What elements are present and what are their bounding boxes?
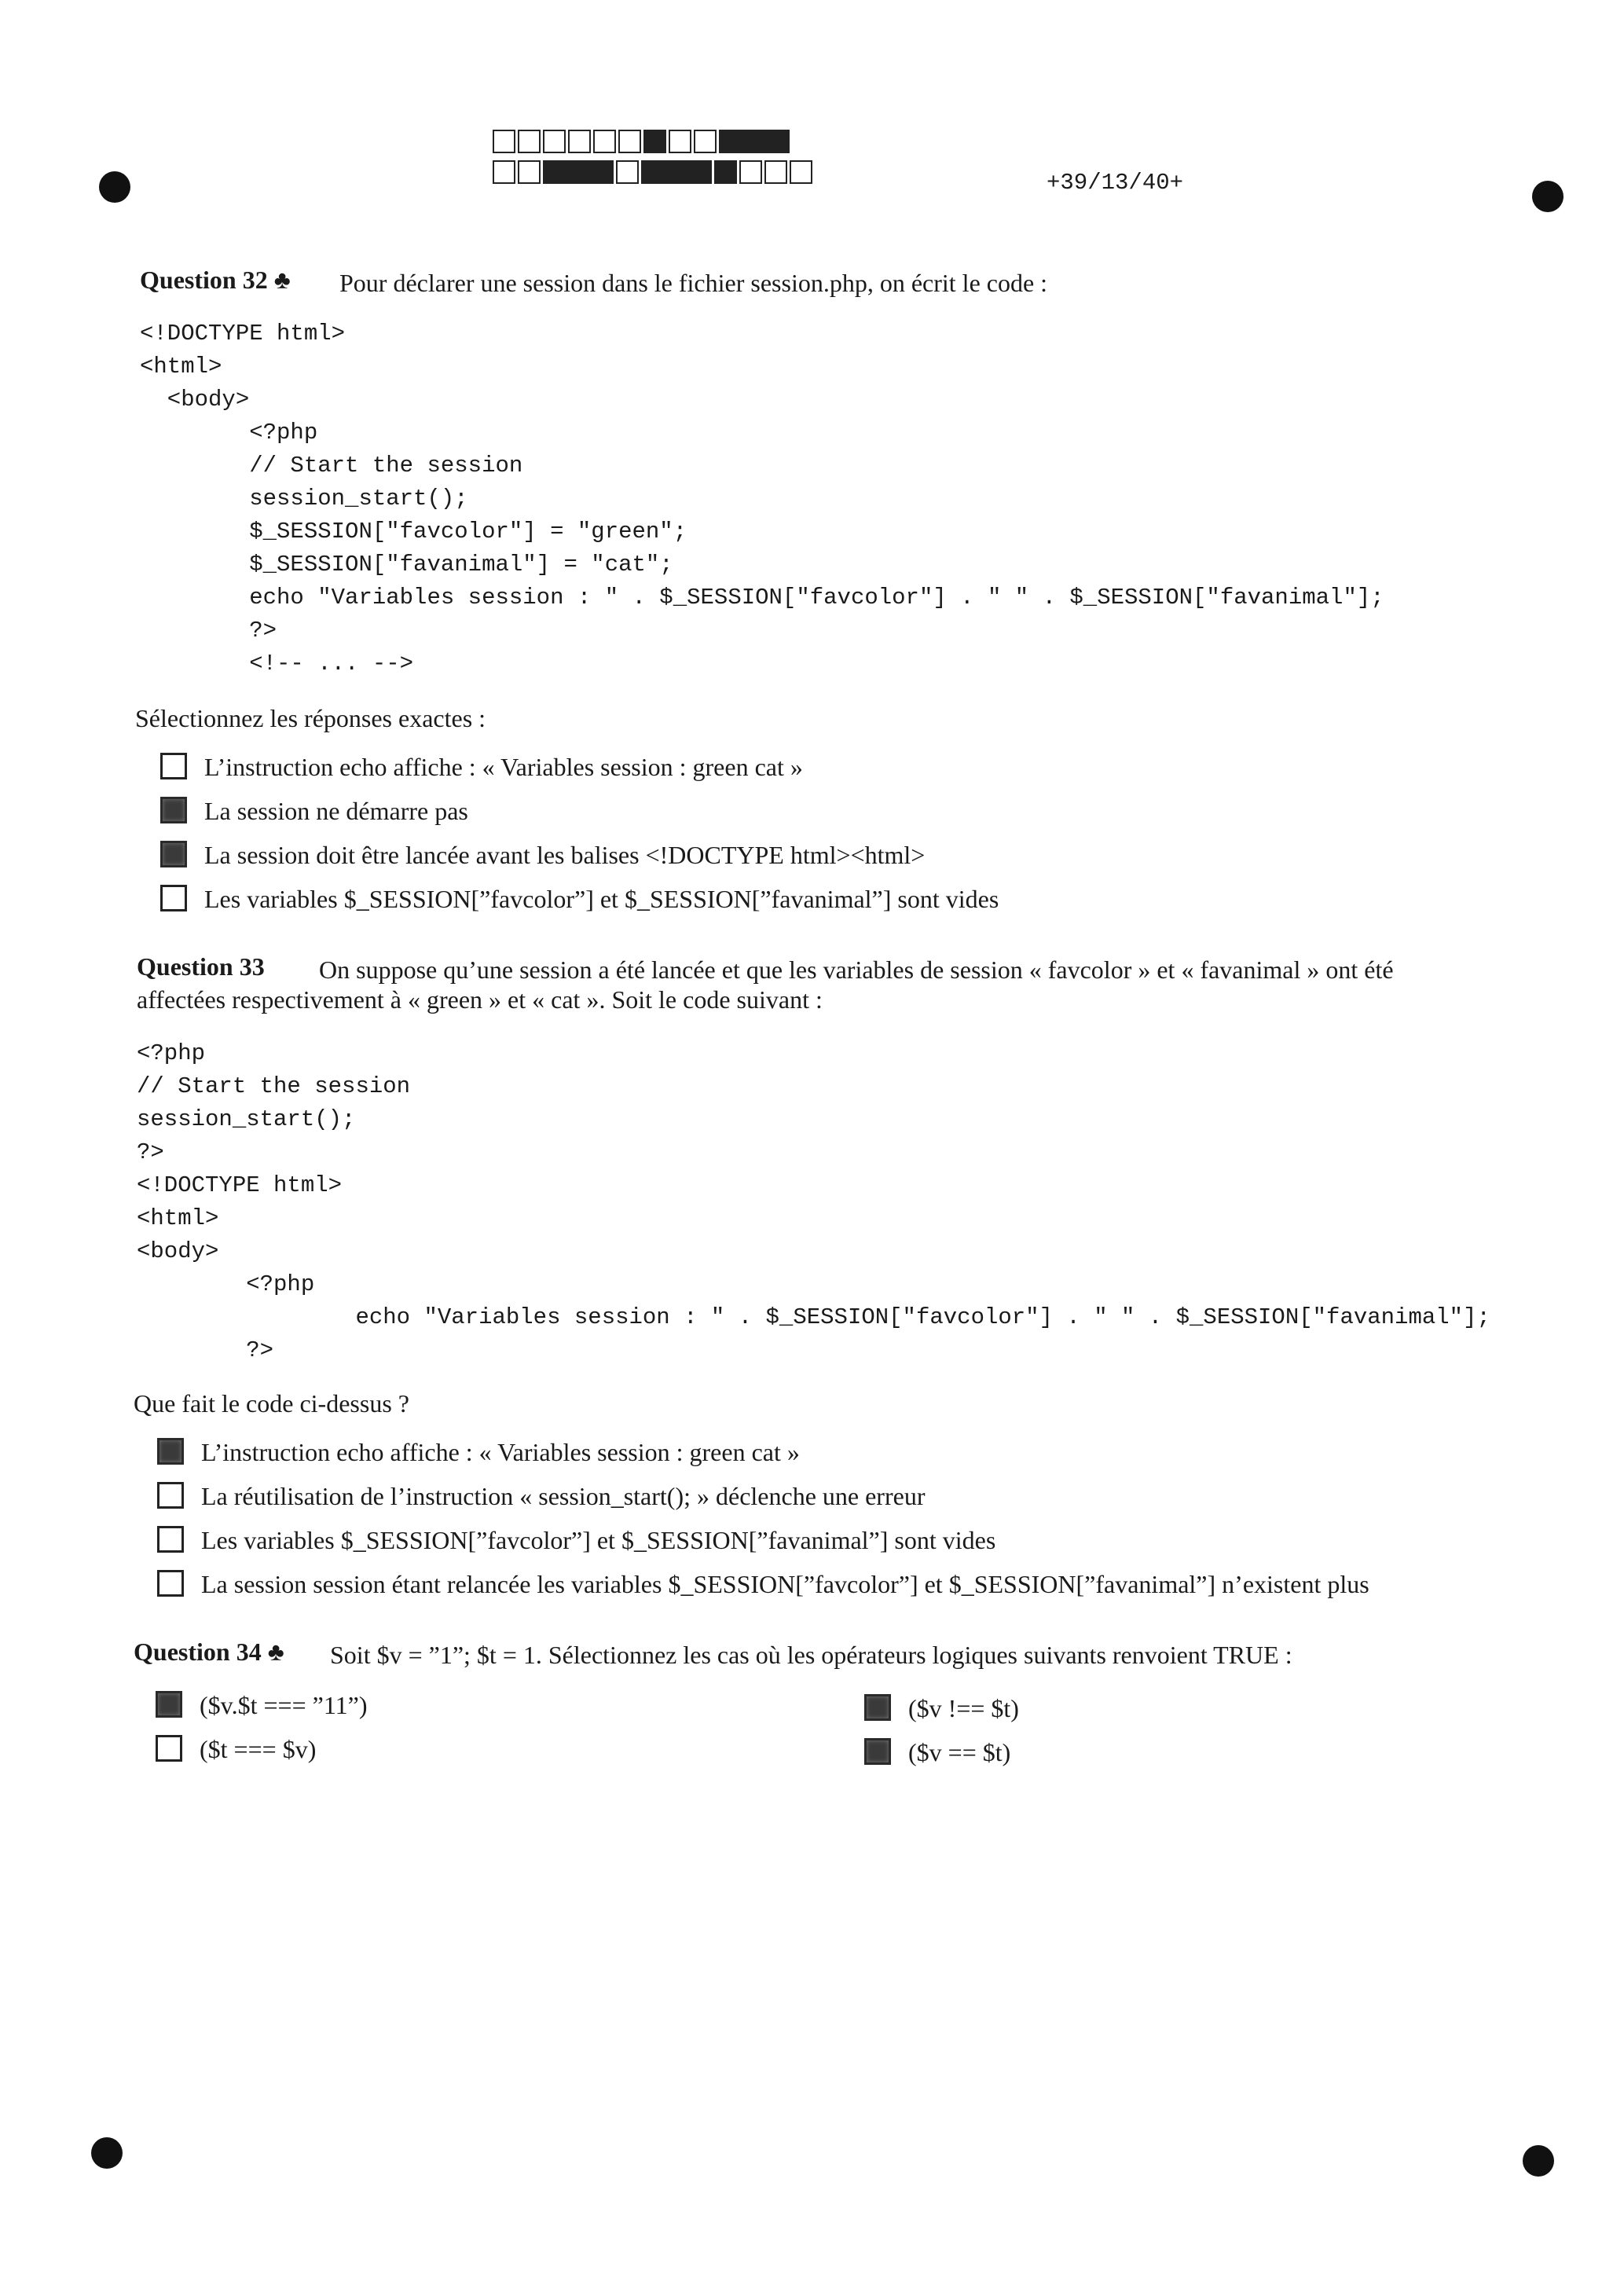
q34-option-2-label: ($t === $v) <box>200 1735 317 1763</box>
page-code: +39/13/40+ <box>1047 170 1184 196</box>
question-34-title: Question 34 ♣ <box>134 1638 284 1666</box>
q34-option-3-label: ($v !== $t) <box>908 1694 1019 1722</box>
q34-option-3-checkbox[interactable] <box>864 1694 891 1721</box>
question-34-prompt: Soit $v = ”1”; $t = 1. Sélectionnez les cas où les opérateurs logiques suivants renvoient TRUE : <box>330 1641 1292 1669</box>
code-line: ?> <box>137 1139 164 1165</box>
q32-option-1-checkbox[interactable] <box>160 753 187 779</box>
q33-option-2-checkbox[interactable] <box>157 1482 184 1509</box>
question-33-prompt-line-2: affectées respectivement à « green » et « cat ». Soit le code suivant : <box>137 985 823 1014</box>
q33-option-3-checkbox[interactable] <box>157 1526 184 1553</box>
code-line: ?> <box>140 618 277 644</box>
code-line: <html> <box>137 1205 219 1231</box>
q33-option-1-label: L’instruction echo affiche : « Variables session : green cat » <box>201 1438 800 1466</box>
question-33-title: Question 33 <box>137 952 265 981</box>
page-barcode-bottom <box>493 160 815 184</box>
q34-option-2-checkbox[interactable] <box>156 1735 182 1762</box>
code-line: <!DOCTYPE html> <box>140 321 346 347</box>
q33-option-4-checkbox[interactable] <box>157 1570 184 1597</box>
q32-option-4-label: Les variables $_SESSION[”favcolor”] et $_SESSION[”favanimal”] sont vides <box>204 885 999 913</box>
q32-option-2-checkbox[interactable] <box>160 797 187 823</box>
code-line: <!-- ... --> <box>140 651 414 677</box>
registration-mark-bottom-right <box>1523 2145 1554 2177</box>
registration-mark-top-right <box>1532 181 1564 212</box>
code-line: <!DOCTYPE html> <box>137 1172 343 1198</box>
q33-option-1-checkbox[interactable] <box>157 1438 184 1465</box>
q32-option-1-label: L’instruction echo affiche : « Variables session : green cat » <box>204 753 803 781</box>
code-line: session_start(); <box>140 486 468 512</box>
code-line: echo "Variables session : " . $_SESSION["favcolor"] . " " . $_SESSION["favanimal"]; <box>137 1304 1490 1330</box>
q32-option-3-label: La session doit être lancée avant les balises <!DOCTYPE html><html> <box>204 841 926 869</box>
q32-option-4-checkbox[interactable] <box>160 885 187 911</box>
code-line: <?php <box>137 1040 206 1066</box>
code-line: ?> <box>137 1337 274 1363</box>
q34-option-4-checkbox[interactable] <box>864 1738 891 1765</box>
q33-option-4-label: La session session étant relancée les variables $_SESSION[”favcolor”] et $_SESSION[”favanimal”] n’existent plus <box>201 1570 1369 1598</box>
code-line: <?php <box>137 1271 315 1297</box>
q34-option-1-label: ($v.$t === ”11”) <box>200 1691 368 1719</box>
question-32-prompt: Pour déclarer une session dans le fichier session.php, on écrit le code : <box>339 269 1048 297</box>
registration-mark-bottom-left <box>91 2137 123 2169</box>
question-32-title: Question 32 ♣ <box>140 266 291 294</box>
question-33-prompt-line-1: On suppose qu’une session a été lancée et que les variables de session « favcolor » et « favanimal » ont été <box>319 955 1394 984</box>
code-line: $_SESSION["favanimal"] = "cat"; <box>140 552 673 578</box>
code-line: echo "Variables session : " . $_SESSION["favcolor"] . " " . $_SESSION["favanimal"]; <box>140 585 1384 611</box>
question-32-instruction: Sélectionnez les réponses exactes : <box>135 704 486 732</box>
code-line: <body> <box>137 1238 219 1264</box>
code-line: $_SESSION["favcolor"] = "green"; <box>140 519 687 545</box>
q32-option-2-label: La session ne démarre pas <box>204 797 468 825</box>
code-line: <html> <box>140 354 222 380</box>
q33-option-3-label: Les variables $_SESSION[”favcolor”] et $_SESSION[”favanimal”] sont vides <box>201 1526 996 1554</box>
code-line: <body> <box>140 387 250 413</box>
code-line: // Start the session <box>140 453 523 479</box>
q34-option-1-checkbox[interactable] <box>156 1691 182 1718</box>
page-barcode-top <box>493 130 792 153</box>
q32-option-3-checkbox[interactable] <box>160 841 187 867</box>
code-line: // Start the session <box>137 1073 411 1099</box>
q33-option-2-label: La réutilisation de l’instruction « session_start(); » déclenche une erreur <box>201 1482 926 1510</box>
registration-mark-top-left <box>99 171 130 203</box>
code-line: session_start(); <box>137 1106 356 1132</box>
code-line: <?php <box>140 420 318 446</box>
question-33-instruction: Que fait le code ci-dessus ? <box>134 1389 409 1418</box>
q34-option-4-label: ($v == $t) <box>908 1738 1011 1766</box>
